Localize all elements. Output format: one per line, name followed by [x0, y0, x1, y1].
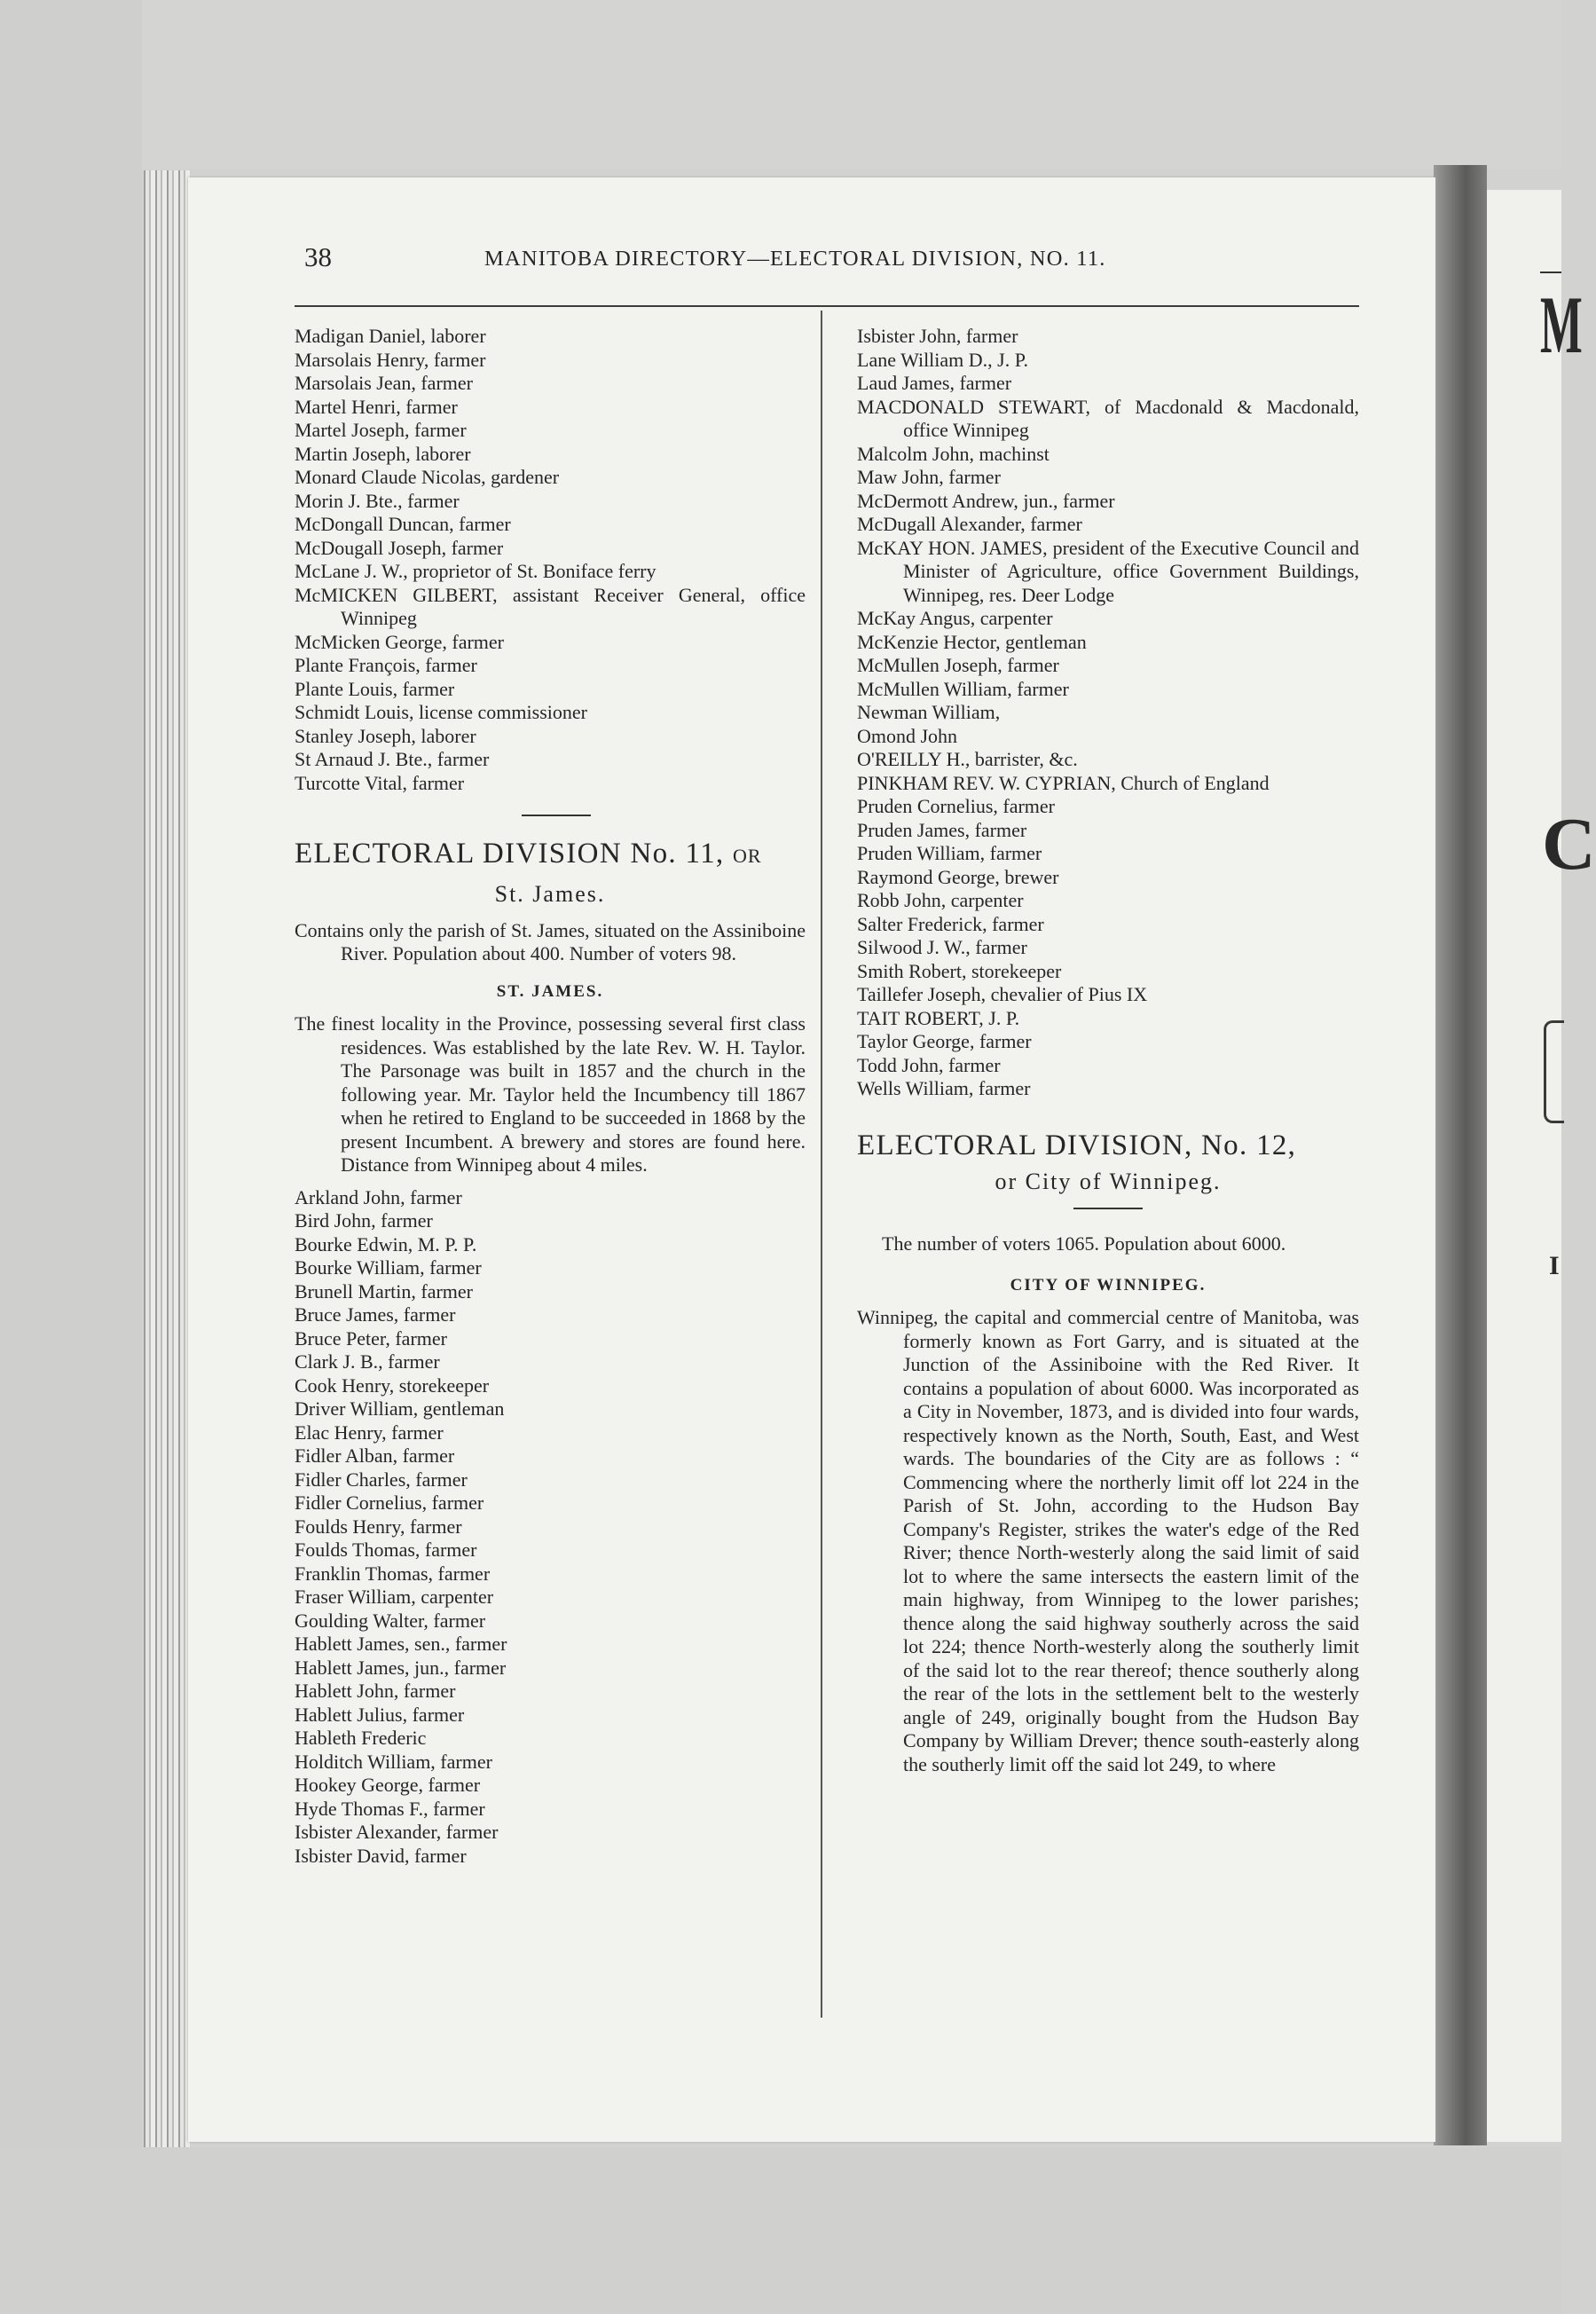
directory-entry: McMullen Joseph, farmer	[857, 654, 1059, 676]
directory-entry: McDugall Alexander, farmer	[857, 513, 1082, 535]
directory-entry: Fidler Cornelius, farmer	[295, 1492, 484, 1514]
directory-entry: Bruce James, farmer	[295, 1303, 456, 1326]
directory-entry: McMICKEN GILBERT, assistant Receiver General, office Winnipeg	[295, 583, 806, 629]
city-of-winnipeg-section-head: CITY OF WINNIPEG.	[1010, 1275, 1207, 1295]
directory-entry: Goulding Walter, farmer	[295, 1609, 486, 1632]
directory-entry: Bird John, farmer	[295, 1209, 433, 1232]
directory-entry: McLane J. W., proprietor of St. Boniface ferry	[295, 560, 656, 582]
directory-entry: Isbister John, farmer	[857, 325, 1018, 347]
directory-entry: McDongall Duncan, farmer	[295, 513, 511, 535]
right-column	[857, 325, 1359, 1776]
directory-entry: Marsolais Jean, farmer	[295, 372, 473, 394]
directory-entry: Bruce Peter, farmer	[295, 1326, 447, 1350]
directory-entry: McMicken George, farmer	[295, 630, 504, 653]
directory-entry: Morin J. Bte., farmer	[295, 489, 460, 512]
directory-entry: Hableth Frederic	[295, 1727, 427, 1749]
directory-entry: Martin Joseph, laborer	[295, 442, 471, 465]
directory-entry: Salter Frederick, farmer	[857, 912, 1044, 935]
directory-entry: Pruden Cornelius, farmer	[857, 795, 1055, 817]
right-entry-list	[857, 325, 1359, 1101]
directory-entry: McDougall Joseph, farmer	[295, 536, 504, 559]
directory-entry: McMullen William, farmer	[857, 677, 1069, 700]
division-12-name: or City of Winnipeg.	[995, 1168, 1222, 1194]
directory-entry: Robb John, carpenter	[857, 889, 1024, 911]
directory-entry: Isbister Alexander, farmer	[295, 1821, 499, 1843]
directory-entry: Brunell Martin, farmer	[295, 1279, 473, 1303]
directory-entry: TAIT ROBERT, J. P.	[857, 1006, 1020, 1029]
directory-entry: Arkland John, farmer	[295, 1185, 462, 1208]
scan-background-bottom	[0, 2147, 1561, 2314]
directory-entry: Wells William, farmer	[857, 1077, 1031, 1099]
directory-entry: Plante François, farmer	[295, 654, 477, 676]
directory-entry: Hablett Julius, farmer	[295, 1703, 465, 1726]
directory-entry: Clark J. B., farmer	[295, 1350, 440, 1373]
directory-entry: O'REILLY H., barrister, &c.	[857, 748, 1078, 770]
directory-entry: Franklin Thomas, farmer	[295, 1562, 491, 1585]
directory-entry: McKenzie Hector, gentleman	[857, 630, 1087, 653]
directory-entry: Hablett James, sen., farmer	[295, 1633, 507, 1655]
directory-entry: Isbister David, farmer	[295, 1844, 467, 1867]
facing-page-ornament	[1544, 1020, 1564, 1123]
facing-page-letter-top: M	[1540, 279, 1583, 370]
directory-entry: Bourke Edwin, M. P. P.	[295, 1232, 477, 1255]
header-rule	[295, 305, 1359, 307]
facing-page-rule	[1540, 272, 1561, 273]
directory-entry: Stanley Joseph, laborer	[295, 724, 476, 747]
directory-entry: Martel Joseph, farmer	[295, 419, 467, 441]
directory-entry: McKAY HON. JAMES, president of the Executive Council and Minister of Agriculture, office Government Buildings, Winnipeg, res. Deer Lodge	[857, 536, 1359, 606]
directory-entry: Turcotte Vital, farmer	[295, 771, 465, 794]
directory-entry: Fidler Charles, farmer	[295, 1468, 468, 1491]
directory-entry: Raymond George, brewer	[857, 865, 1059, 888]
directory-entry: Plante Louis, farmer	[295, 677, 455, 700]
city-of-winnipeg-description: Winnipeg, the capital and commercial centre of Manitoba, was formerly known as Fort Garry, and is situated at the Junction of the Assiniboine with the Red River. It contains a population of about 6000. Was incorporated as a City in November, 1873, and is divided into four wards, respectively known as the North, South, East, and West wards. The boundaries of the City are as follows : “ Commencing where the northerly limit off lot 224 in the Parish of St. John, according to the Hudson Bay Company's Register, strikes the water's edge of the Red River; thence North-westerly along the said limit of said lot to where the same intersects the eastern limit of the main highway, from Winnipeg to the lower parishes; thence along the said highway southerly across the said lot 224; thence North-westerly along the southerly limit of the said lot to the rear thereof; thence southerly along the rear of the lots in the settlement belt to the westerly angle of 249, originally bought from the Hudson Bay Company by William Drever; thence south-easterly along the southerly limit off the said lot 249, to where	[857, 1306, 1359, 1775]
page-edges-stack	[144, 170, 190, 2147]
directory-entry: Pruden James, farmer	[857, 818, 1027, 841]
directory-entry: Newman William,	[857, 701, 1001, 723]
directory-entry: Laud James, farmer	[857, 372, 1012, 394]
directory-entry: Schmidt Louis, license commissioner	[295, 701, 587, 723]
division-11-heading-text: ELECTORAL DIVISION No. 11,	[295, 838, 725, 870]
division-12-description: The number of voters 1065. Population about 6000.	[882, 1232, 1286, 1255]
directory-entry: Taylor George, farmer	[857, 1030, 1032, 1052]
facing-page	[1487, 190, 1561, 2142]
facing-page-letter-low: I	[1549, 1251, 1560, 1280]
directory-entry: Maw John, farmer	[857, 466, 1001, 488]
directory-entry: Hablett John, farmer	[295, 1680, 456, 1702]
directory-entry: Hyde Thomas F., farmer	[295, 1797, 485, 1820]
directory-entry: Driver William, gentleman	[295, 1397, 505, 1420]
st-james-description: The finest locality in the Province, possessing several first class residences. Was established by the late Rev. W. H. Taylor. The Parsonage was built in 1857 and the church in the following year. Mr. Taylor held the Incumbency till 1867 when he retired to England to be succeeded in 1868 by the present Incumbent. A brewery and stores are found here. Distance from Winnipeg about 4 miles.	[295, 1012, 806, 1176]
section-separator	[1073, 1208, 1143, 1209]
directory-entry: McKay Angus, carpenter	[857, 607, 1053, 629]
directory-entry: Silwood J. W., farmer	[857, 936, 1027, 958]
directory-entry: Marsolais Henry, farmer	[295, 348, 486, 371]
directory-entry: Hablett James, jun., farmer	[295, 1656, 507, 1679]
directory-entry: St Arnaud J. Bte., farmer	[295, 748, 490, 770]
directory-entry: Fidler Alban, farmer	[295, 1444, 455, 1467]
directory-entry: Elac Henry, farmer	[295, 1421, 444, 1444]
left-column	[295, 325, 806, 1868]
directory-entry: McDermott Andrew, jun., farmer	[857, 489, 1115, 512]
st-james-section-head: ST. JAMES.	[496, 981, 604, 1001]
directory-entry: Monard Claude Nicolas, gardener	[295, 466, 560, 488]
directory-entry: PINKHAM REV. W. CYPRIAN, Church of England	[857, 771, 1270, 794]
running-head: MANITOBA DIRECTORY—ELECTORAL DIVISION, NO. 11.	[484, 247, 1106, 271]
directory-entry: Holditch William, farmer	[295, 1750, 492, 1773]
directory-entry: Fraser William, carpenter	[295, 1586, 494, 1608]
directory-entry: Cook Henry, storekeeper	[295, 1373, 490, 1397]
division-12-heading: ELECTORAL DIVISION, No. 12,	[857, 1129, 1297, 1161]
directory-entry: Malcolm John, machinst	[857, 442, 1050, 465]
directory-entry: Bourke William, farmer	[295, 1256, 482, 1279]
directory-entry: Foulds Thomas, farmer	[295, 1539, 477, 1561]
directory-entry: Foulds Henry, farmer	[295, 1515, 462, 1538]
division-11-heading	[295, 836, 806, 874]
scan-background-left	[0, 0, 142, 2314]
division-11-name: St. James.	[494, 881, 606, 907]
left-entry-list-top	[295, 325, 806, 795]
division-11-description: Contains only the parish of St. James, situated on the Assiniboine River. Population about 400. Number of voters 98.	[295, 918, 806, 964]
directory-entry: Pruden William, farmer	[857, 842, 1042, 864]
facing-page-letter-mid: C	[1542, 803, 1596, 885]
directory-entry: Madigan Daniel, laborer	[295, 325, 486, 347]
division-11-heading-or: OR	[733, 845, 762, 867]
column-divider	[821, 311, 822, 2018]
section-separator	[522, 815, 591, 816]
directory-entry: Hookey George, farmer	[295, 1774, 481, 1796]
page-number: 38	[304, 241, 332, 272]
directory-entry: Smith Robert, storekeeper	[857, 959, 1062, 982]
directory-entry: Taillefer Joseph, chevalier of Pius IX	[857, 983, 1148, 1005]
directory-entry: Lane William D., J. P.	[857, 348, 1029, 371]
directory-entry: MACDONALD STEWART, of Macdonald & Macdonald, office Winnipeg	[857, 395, 1359, 441]
left-entry-list-bottom	[295, 1186, 806, 1869]
directory-entry: Todd John, farmer	[857, 1053, 1001, 1076]
directory-entry: Martel Henri, farmer	[295, 395, 458, 418]
scan-background-top	[0, 0, 1561, 169]
book-gutter-shadow	[1434, 165, 1487, 2145]
directory-entry: Omond John	[857, 724, 958, 747]
